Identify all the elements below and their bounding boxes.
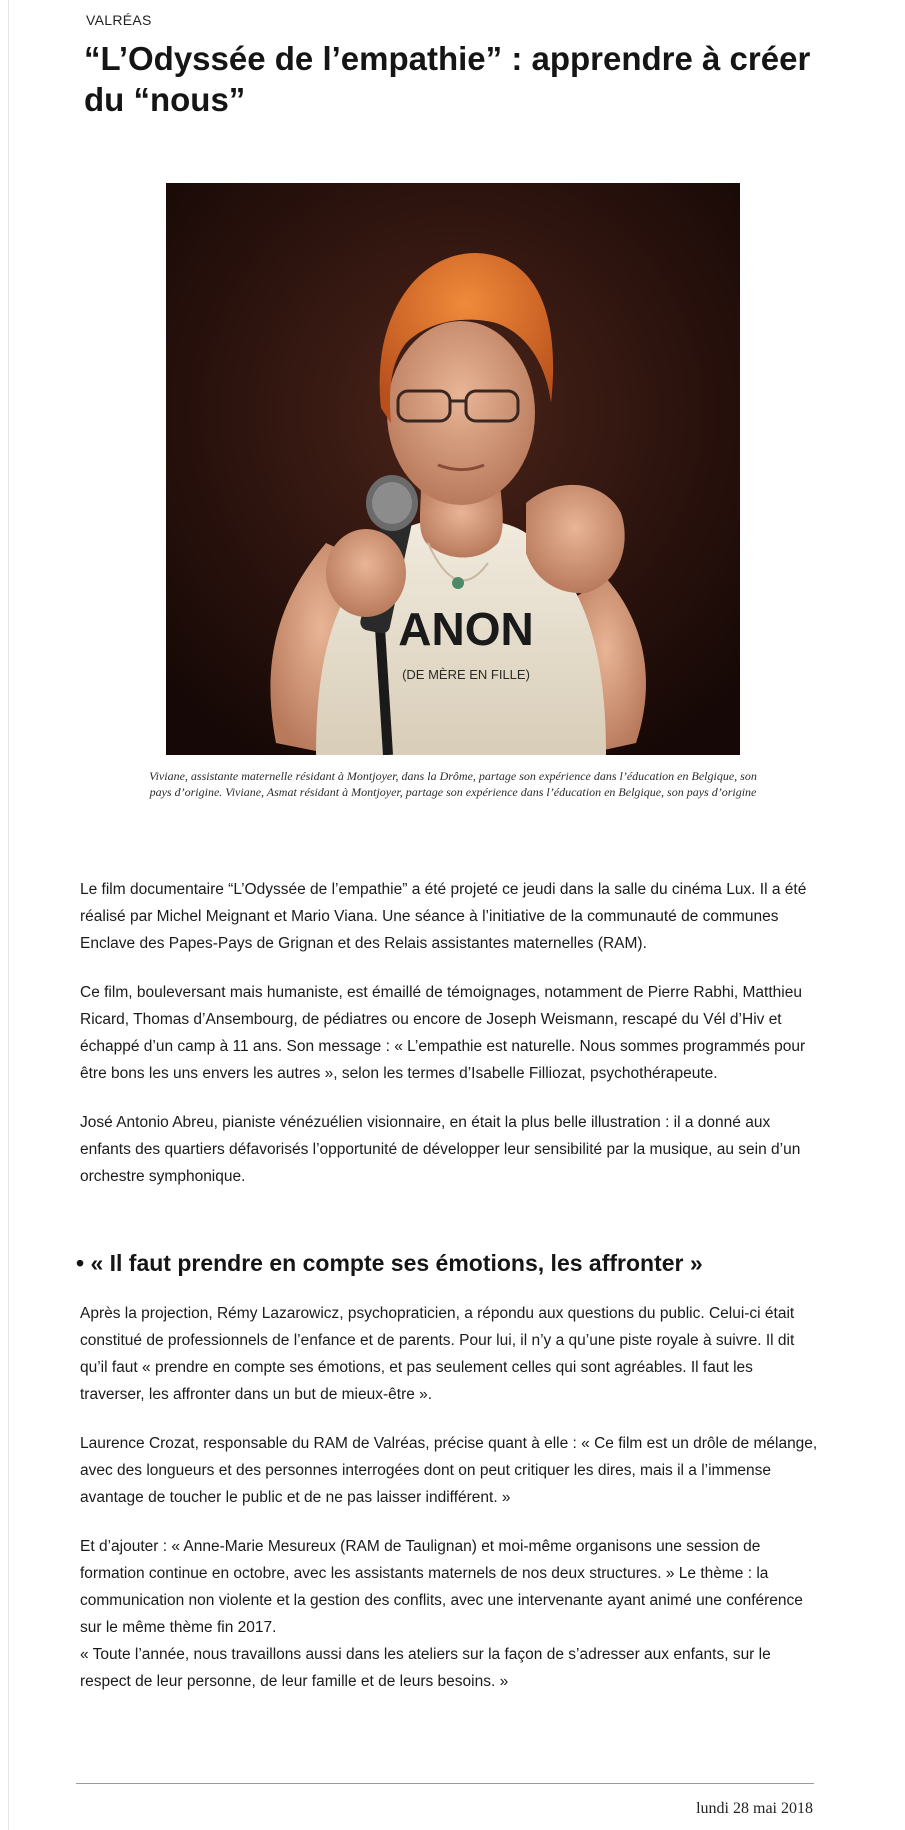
shirt-text: ANON [398,603,534,655]
page-edge [8,0,9,1830]
shirt-subtext: (DE MÈRE EN FILLE) [402,667,530,682]
paragraph: Ce film, bouleversant mais humaniste, est émaillé de témoignages, notamment de Pierre Rabhi, Matthieu Ricard, Thomas d’Ansembourg, de pédiatres ou encore de Joseph Weismann, rescapé du Vél d’Hiv et échappé d’un camp à 11 ans. Son message : « L’empathie est naturelle. Nous sommes programmés pour être bons les uns envers les autres », selon les termes d’Isabelle Filliozat, psychothérapeute. [80,984,806,1082]
paragraph: « Toute l’année, nous travaillons aussi dans les ateliers sur la façon de s’adresser aux enfants, sur le respect de leur personne, de leur famille et de leurs besoins. » [80,1646,771,1690]
article-photo [166,183,740,755]
body-section [80,1300,820,1695]
paragraph: Et d’ajouter : « Anne-Marie Mesureux (RAM de Taulignan) et moi-même organisons une session de formation continue en octobre, avec les assistants maternels de nos deux structures. » Le thème : la communication non violente et la gestion des conflits, avec une intervenante ayant animé une conférence sur le même thème fin 2017. [80,1538,803,1636]
paragraph: José Antonio Abreu, pianiste vénézuélien visionnaire, en était la plus belle illustration : il a donné aux enfants des quartiers défavorisés l’opportunité de développer leur sensibilité par la musique, au sein d’un orchestre symphonique. [80,1114,801,1185]
paragraph: Le film documentaire “L’Odyssée de l’empathie” a été projeté ce jeudi dans la salle du cinéma Lux. Il a été réalisé par Michel Meignant et Mario Viana. Une séance à l’initiative de la communauté de communes Enclave des Papes-Pays de Grignan et des Relais assistantes maternelles (RAM). [80,881,807,952]
photo-caption: Viviane, assistante maternelle résidant à Montjoyer, dans la Drôme, partage son expérience dans l’éducation en Belgique, son pays d’origine. Viviane, Asmat résidant à Montjoyer, partage son expérience dans l’éducation en Belgique, son pays d’origine [149,769,757,799]
footer-rule [76,1783,814,1784]
section-subheading: • « Il faut prendre en compte ses émotions, les affronter » [76,1250,703,1276]
section-kicker: VALRÉAS [86,12,152,28]
publication-date: lundi 28 mai 2018 [696,1800,813,1817]
paragraph: Après la projection, Rémy Lazarowicz, psychopraticien, a répondu aux questions du public. Celui-ci était constitué de professionnels de l’enfance et de parents. Pour lui, il n’y a qu’une piste royale à suivre. Il dit qu’il faut « prendre en compte ses émotions, et pas seulement celles qui sont agréables. Il faut les traverser, les affronter dans un but de mieux-être ». [80,1305,795,1403]
intro-section [80,876,820,1190]
article-headline: “L’Odyssée de l’empathie” : apprendre à créer du “nous” [84,40,811,118]
photo-illustration [166,183,740,755]
paragraph: Laurence Crozat, responsable du RAM de Valréas, précise quant à elle : « Ce film est un drôle de mélange, avec des longueurs et des personnes interrogées dont on peut critiquer les dires, mais il a l’immense avantage de toucher le public et de ne pas laisser indifférent. » [80,1435,818,1506]
